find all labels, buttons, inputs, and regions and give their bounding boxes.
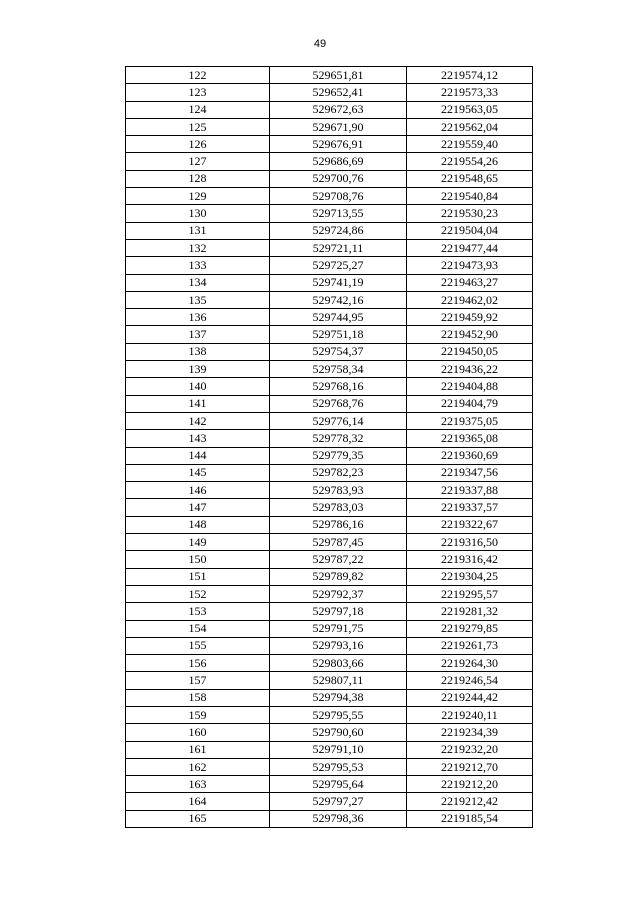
x-coordinate-cell: 529798,36 — [270, 810, 407, 827]
y-coordinate-cell: 2219375,05 — [407, 412, 533, 429]
x-coordinate-cell: 529776,14 — [270, 412, 407, 429]
table-row — [126, 101, 533, 118]
table-row — [126, 534, 533, 551]
table-row — [126, 188, 533, 205]
y-coordinate-cell: 2219574,12 — [407, 67, 533, 84]
x-coordinate-cell: 529789,82 — [270, 568, 407, 585]
point-number-cell: 156 — [126, 655, 270, 672]
point-number-cell: 152 — [126, 585, 270, 602]
y-coordinate-cell: 2219316,42 — [407, 551, 533, 568]
x-coordinate-cell: 529671,90 — [270, 118, 407, 135]
x-coordinate-cell: 529791,75 — [270, 620, 407, 637]
x-coordinate-cell: 529793,16 — [270, 637, 407, 654]
y-coordinate-cell: 2219185,54 — [407, 810, 533, 827]
y-coordinate-cell: 2219365,08 — [407, 430, 533, 447]
x-coordinate-cell: 529768,16 — [270, 378, 407, 395]
x-coordinate-cell: 529676,91 — [270, 136, 407, 153]
table-row — [126, 447, 533, 464]
y-coordinate-cell: 2219295,57 — [407, 585, 533, 602]
y-coordinate-cell: 2219540,84 — [407, 188, 533, 205]
y-coordinate-cell: 2219530,23 — [407, 205, 533, 222]
point-number-cell: 144 — [126, 447, 270, 464]
x-coordinate-cell: 529782,23 — [270, 464, 407, 481]
point-number-cell: 136 — [126, 309, 270, 326]
point-number-cell: 135 — [126, 291, 270, 308]
x-coordinate-cell: 529794,38 — [270, 689, 407, 706]
x-coordinate-cell: 529797,18 — [270, 603, 407, 620]
y-coordinate-cell: 2219246,54 — [407, 672, 533, 689]
point-number-cell: 130 — [126, 205, 270, 222]
table-row — [126, 136, 533, 153]
table-row — [126, 551, 533, 568]
y-coordinate-cell: 2219463,27 — [407, 274, 533, 291]
table-row — [126, 464, 533, 481]
table-row — [126, 412, 533, 429]
point-number-cell: 132 — [126, 239, 270, 256]
y-coordinate-cell: 2219404,88 — [407, 378, 533, 395]
table-row — [126, 239, 533, 256]
table-row — [126, 482, 533, 499]
x-coordinate-cell: 529786,16 — [270, 516, 407, 533]
table-row — [126, 170, 533, 187]
point-number-cell: 145 — [126, 464, 270, 481]
table-row — [126, 378, 533, 395]
y-coordinate-cell: 2219563,05 — [407, 101, 533, 118]
table-row — [126, 326, 533, 343]
x-coordinate-cell: 529792,37 — [270, 585, 407, 602]
table-row — [126, 395, 533, 412]
point-number-cell: 141 — [126, 395, 270, 412]
table-row — [126, 274, 533, 291]
x-coordinate-cell: 529725,27 — [270, 257, 407, 274]
x-coordinate-cell: 529803,66 — [270, 655, 407, 672]
table-row — [126, 706, 533, 723]
point-number-cell: 139 — [126, 361, 270, 378]
point-number-cell: 122 — [126, 67, 270, 84]
table-row — [126, 361, 533, 378]
y-coordinate-cell: 2219212,70 — [407, 758, 533, 775]
y-coordinate-cell: 2219573,33 — [407, 84, 533, 101]
table-row — [126, 309, 533, 326]
point-number-cell: 127 — [126, 153, 270, 170]
y-coordinate-cell: 2219436,22 — [407, 361, 533, 378]
table-row — [126, 689, 533, 706]
point-number-cell: 165 — [126, 810, 270, 827]
x-coordinate-cell: 529768,76 — [270, 395, 407, 412]
point-number-cell: 158 — [126, 689, 270, 706]
page-number: 49 — [313, 38, 327, 50]
x-coordinate-cell: 529807,11 — [270, 672, 407, 689]
y-coordinate-cell: 2219240,11 — [407, 706, 533, 723]
y-coordinate-cell: 2219459,92 — [407, 309, 533, 326]
point-number-cell: 149 — [126, 534, 270, 551]
table-row — [126, 672, 533, 689]
y-coordinate-cell: 2219264,30 — [407, 655, 533, 672]
point-number-cell: 154 — [126, 620, 270, 637]
table-row — [126, 118, 533, 135]
y-coordinate-cell: 2219562,04 — [407, 118, 533, 135]
x-coordinate-cell: 529672,63 — [270, 101, 407, 118]
x-coordinate-cell: 529741,19 — [270, 274, 407, 291]
y-coordinate-cell: 2219304,25 — [407, 568, 533, 585]
x-coordinate-cell: 529787,45 — [270, 534, 407, 551]
table-row — [126, 291, 533, 308]
y-coordinate-cell: 2219473,93 — [407, 257, 533, 274]
table-row — [126, 67, 533, 84]
x-coordinate-cell: 529787,22 — [270, 551, 407, 568]
x-coordinate-cell: 529651,81 — [270, 67, 407, 84]
x-coordinate-cell: 529790,60 — [270, 724, 407, 741]
y-coordinate-cell: 2219347,56 — [407, 464, 533, 481]
y-coordinate-cell: 2219234,39 — [407, 724, 533, 741]
table-row — [126, 222, 533, 239]
x-coordinate-cell: 529795,64 — [270, 776, 407, 793]
x-coordinate-cell: 529713,55 — [270, 205, 407, 222]
point-number-cell: 123 — [126, 84, 270, 101]
table-row — [126, 637, 533, 654]
y-coordinate-cell: 2219322,67 — [407, 516, 533, 533]
x-coordinate-cell: 529721,11 — [270, 239, 407, 256]
point-number-cell: 126 — [126, 136, 270, 153]
y-coordinate-cell: 2219477,44 — [407, 239, 533, 256]
y-coordinate-cell: 2219316,50 — [407, 534, 533, 551]
point-number-cell: 125 — [126, 118, 270, 135]
point-number-cell: 131 — [126, 222, 270, 239]
table-row — [126, 153, 533, 170]
y-coordinate-cell: 2219452,90 — [407, 326, 533, 343]
point-number-cell: 134 — [126, 274, 270, 291]
x-coordinate-cell: 529791,10 — [270, 741, 407, 758]
table-row — [126, 430, 533, 447]
x-coordinate-cell: 529744,95 — [270, 309, 407, 326]
point-number-cell: 140 — [126, 378, 270, 395]
y-coordinate-cell: 2219244,42 — [407, 689, 533, 706]
table-row — [126, 620, 533, 637]
table-row — [126, 724, 533, 741]
point-number-cell: 143 — [126, 430, 270, 447]
x-coordinate-cell: 529742,16 — [270, 291, 407, 308]
y-coordinate-cell: 2219279,85 — [407, 620, 533, 637]
y-coordinate-cell: 2219232,20 — [407, 741, 533, 758]
x-coordinate-cell: 529724,86 — [270, 222, 407, 239]
y-coordinate-cell: 2219554,26 — [407, 153, 533, 170]
point-number-cell: 162 — [126, 758, 270, 775]
point-number-cell: 146 — [126, 482, 270, 499]
x-coordinate-cell: 529797,27 — [270, 793, 407, 810]
point-number-cell: 153 — [126, 603, 270, 620]
table-row — [126, 568, 533, 585]
y-coordinate-cell: 2219462,02 — [407, 291, 533, 308]
y-coordinate-cell: 2219504,04 — [407, 222, 533, 239]
point-number-cell: 148 — [126, 516, 270, 533]
point-number-cell: 137 — [126, 326, 270, 343]
table-row — [126, 585, 533, 602]
x-coordinate-cell: 529778,32 — [270, 430, 407, 447]
x-coordinate-cell: 529700,76 — [270, 170, 407, 187]
table-row — [126, 84, 533, 101]
x-coordinate-cell: 529795,53 — [270, 758, 407, 775]
point-number-cell: 164 — [126, 793, 270, 810]
table-row — [126, 205, 533, 222]
point-number-cell: 133 — [126, 257, 270, 274]
table-row — [126, 516, 533, 533]
point-number-cell: 124 — [126, 101, 270, 118]
x-coordinate-cell: 529686,69 — [270, 153, 407, 170]
y-coordinate-cell: 2219404,79 — [407, 395, 533, 412]
x-coordinate-cell: 529708,76 — [270, 188, 407, 205]
x-coordinate-cell: 529652,41 — [270, 84, 407, 101]
table-row — [126, 343, 533, 360]
point-number-cell: 147 — [126, 499, 270, 516]
x-coordinate-cell: 529754,37 — [270, 343, 407, 360]
point-number-cell: 150 — [126, 551, 270, 568]
point-number-cell: 159 — [126, 706, 270, 723]
point-number-cell: 128 — [126, 170, 270, 187]
y-coordinate-cell: 2219360,69 — [407, 447, 533, 464]
point-number-cell: 138 — [126, 343, 270, 360]
table-row — [126, 499, 533, 516]
table-row — [126, 758, 533, 775]
table-row — [126, 776, 533, 793]
table-row — [126, 810, 533, 827]
point-number-cell: 161 — [126, 741, 270, 758]
point-number-cell: 129 — [126, 188, 270, 205]
y-coordinate-cell: 2219450,05 — [407, 343, 533, 360]
x-coordinate-cell: 529783,03 — [270, 499, 407, 516]
x-coordinate-cell: 529783,93 — [270, 482, 407, 499]
y-coordinate-cell: 2219337,57 — [407, 499, 533, 516]
table-row — [126, 655, 533, 672]
y-coordinate-cell: 2219548,65 — [407, 170, 533, 187]
point-number-cell: 160 — [126, 724, 270, 741]
table-row — [126, 603, 533, 620]
table-row — [126, 793, 533, 810]
coordinates-table — [125, 66, 533, 828]
table-row — [126, 257, 533, 274]
point-number-cell: 157 — [126, 672, 270, 689]
y-coordinate-cell: 2219212,20 — [407, 776, 533, 793]
y-coordinate-cell: 2219281,32 — [407, 603, 533, 620]
x-coordinate-cell: 529795,55 — [270, 706, 407, 723]
x-coordinate-cell: 529751,18 — [270, 326, 407, 343]
x-coordinate-cell: 529779,35 — [270, 447, 407, 464]
y-coordinate-cell: 2219337,88 — [407, 482, 533, 499]
y-coordinate-cell: 2219212,42 — [407, 793, 533, 810]
coordinates-table-body — [126, 67, 533, 828]
point-number-cell: 163 — [126, 776, 270, 793]
y-coordinate-cell: 2219559,40 — [407, 136, 533, 153]
point-number-cell: 142 — [126, 412, 270, 429]
table-row — [126, 741, 533, 758]
y-coordinate-cell: 2219261,73 — [407, 637, 533, 654]
point-number-cell: 151 — [126, 568, 270, 585]
x-coordinate-cell: 529758,34 — [270, 361, 407, 378]
point-number-cell: 155 — [126, 637, 270, 654]
